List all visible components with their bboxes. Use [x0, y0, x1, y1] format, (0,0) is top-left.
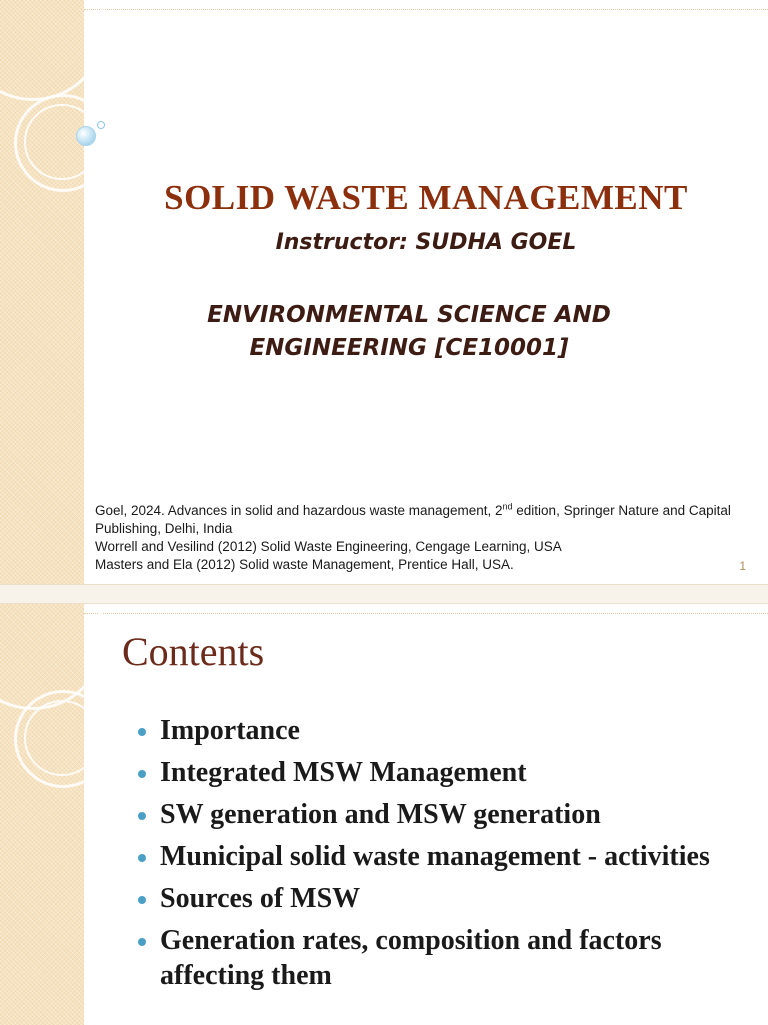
reference-1-text-cont: edition, Springer Nature and Capital Publishing, Delhi, India	[95, 503, 731, 536]
decorative-ring-icon	[24, 700, 100, 776]
list-item	[134, 713, 734, 748]
bullet-icon	[138, 728, 146, 736]
bullet-icon	[138, 938, 146, 946]
reference-2: Worrell and Vesilind (2012) Solid Waste Engineering, Cengage Learning, USA	[95, 539, 562, 554]
bullet-icon	[138, 896, 146, 904]
list-item	[134, 881, 734, 916]
bullet-icon	[138, 770, 146, 778]
reference-1-text: Goel, 2024. Advances in solid and hazardous waste management, 2	[95, 503, 503, 518]
top-dotted-rule	[84, 613, 768, 614]
course-line-2-text: ENGINEERING	[249, 335, 435, 361]
course-line-1: ENVIRONMENTAL SCIENCE AND	[207, 302, 611, 328]
reference-1	[95, 502, 735, 538]
bullet-icon	[138, 812, 146, 820]
reference-1-superscript: nd	[502, 501, 513, 512]
references	[95, 502, 735, 574]
list-item-text: SW generation and MSW generation	[160, 799, 601, 830]
contents-title: Contents	[122, 629, 265, 674]
reference-3: Masters and Ela (2012) Solid waste Management, Prentice Hall, USA.	[95, 557, 514, 572]
list-item-text: Sources of MSW	[160, 883, 361, 914]
list-item	[134, 755, 734, 790]
list-item	[134, 923, 734, 993]
course-code: [CE10001]	[434, 335, 569, 361]
page-number: 1	[739, 559, 746, 573]
bullet-icon	[138, 854, 146, 862]
list-item	[134, 797, 734, 832]
presentation-title: SOLID WASTE MANAGEMENT	[164, 178, 688, 217]
course-name	[134, 299, 684, 365]
top-dotted-rule	[84, 9, 768, 10]
bubble-icon	[76, 126, 96, 146]
instructor-line: Instructor: SUDHA GOEL	[275, 230, 577, 255]
bubble-icon	[97, 121, 105, 129]
course-line-2	[134, 332, 684, 365]
list-item	[134, 839, 734, 874]
contents-list	[134, 713, 734, 1000]
list-item-text: Integrated MSW Management	[160, 757, 527, 788]
list-item-text: Importance	[160, 715, 300, 746]
decorative-ring-icon	[0, 0, 106, 101]
list-item-text: Generation rates, composition and factors affecting them	[160, 925, 662, 991]
list-item-text: Municipal solid waste management - activities	[160, 841, 710, 872]
